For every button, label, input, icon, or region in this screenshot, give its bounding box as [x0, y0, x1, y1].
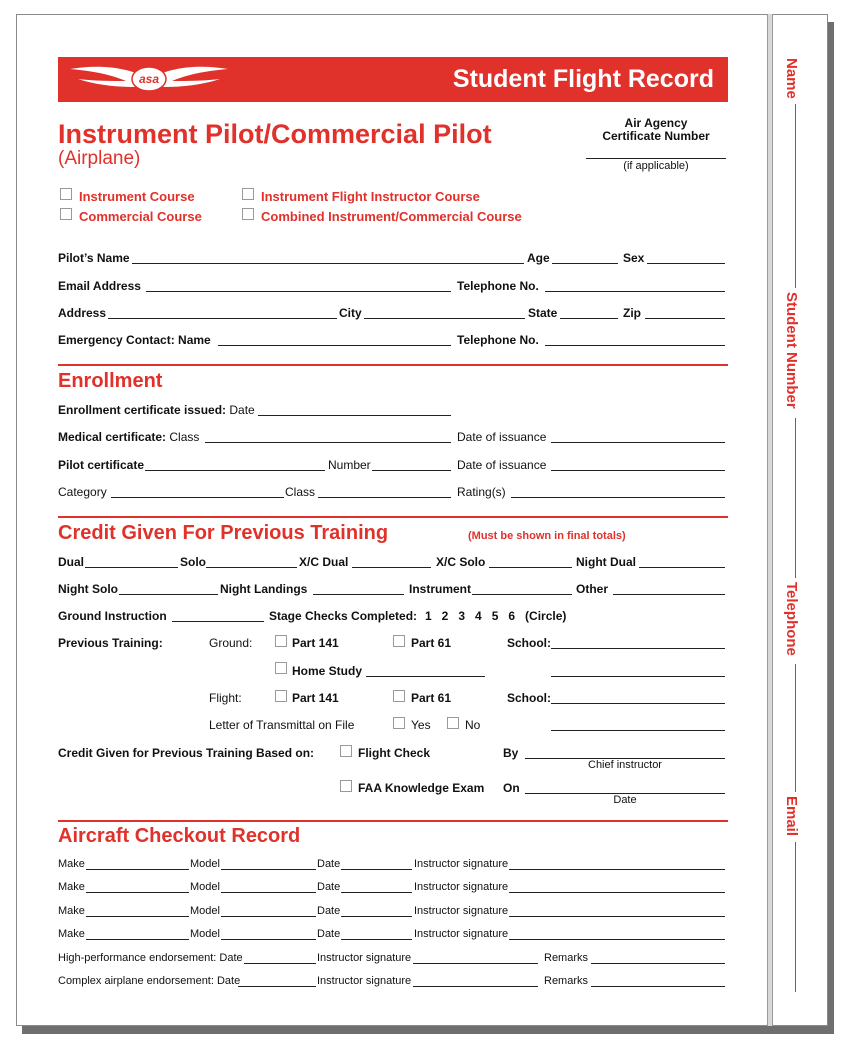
xc-solo-label: X/C Solo — [436, 555, 486, 569]
make-field[interactable] — [86, 869, 189, 870]
pilot-cert-label: Pilot certificate — [58, 458, 145, 472]
enrollment-date-field[interactable] — [258, 415, 451, 416]
flight-school-field[interactable] — [551, 703, 725, 704]
ground-school-label: School: — [507, 636, 551, 650]
medical-cert-label: Medical certificate: — [58, 430, 167, 444]
make-label: Make — [58, 881, 85, 893]
model-field[interactable] — [221, 916, 316, 917]
ground-school-field-2[interactable] — [551, 676, 725, 677]
xc-dual-field[interactable] — [352, 567, 431, 568]
ground-school-field[interactable] — [551, 648, 725, 649]
make-field[interactable] — [86, 916, 189, 917]
date-field[interactable] — [341, 892, 412, 893]
telephone-field[interactable] — [545, 291, 725, 292]
combined-course-checkbox[interactable] — [242, 208, 254, 220]
night-dual-field[interactable] — [639, 567, 725, 568]
state-field[interactable] — [560, 318, 618, 319]
by-label: By — [503, 746, 519, 760]
other-field[interactable] — [613, 594, 725, 595]
exam-date-caption: Date — [613, 794, 637, 806]
ground-instruction-label: Ground Instruction — [58, 609, 167, 623]
sidebar-email-label: Email — [783, 796, 800, 837]
complex-remarks-label: Remarks — [544, 975, 589, 987]
hp-remarks-label: Remarks — [544, 952, 589, 964]
sidebar-telephone-label: Telephone — [783, 582, 800, 656]
medical-issuance-label: Date of issuance — [457, 430, 547, 444]
ground-part141-label: Part 141 — [292, 636, 339, 650]
make-field[interactable] — [86, 939, 189, 940]
solo-field[interactable] — [206, 567, 297, 568]
emergency-name-field[interactable] — [218, 345, 451, 346]
enrollment-cert-label: Enrollment certificate issued: — [58, 403, 227, 417]
city-field[interactable] — [364, 318, 525, 319]
medical-issuance-field[interactable] — [551, 442, 725, 443]
enrollment-heading: Enrollment — [58, 370, 163, 392]
ratings-field[interactable] — [511, 497, 725, 498]
pilot-name-label: Pilot’s Name — [58, 251, 130, 265]
xc-dual-label: X/C Dual — [299, 555, 349, 569]
emergency-telephone-field[interactable] — [545, 345, 725, 346]
age-label: Age — [527, 251, 550, 265]
pilot-cert-issuance-label: Date of issuance — [457, 458, 547, 472]
make-label: Make — [58, 858, 85, 870]
date-field[interactable] — [341, 916, 412, 917]
telephone-label: Telephone No. — [457, 279, 539, 293]
category-field[interactable] — [111, 497, 284, 498]
combined-course-label: Combined Instrument/Commercial Course — [261, 209, 522, 224]
date-field[interactable] — [341, 939, 412, 940]
flight-school-label: School: — [507, 691, 551, 705]
tab-divider — [767, 14, 773, 1026]
model-field[interactable] — [221, 892, 316, 893]
agency-label-1: Air Agency — [624, 116, 688, 130]
category-label: Category — [58, 485, 107, 499]
hp-instructor-signature-label: Instructor signature — [317, 952, 412, 964]
medical-cert-row — [58, 430, 199, 444]
agency-label-2: Certificate Number — [602, 129, 710, 143]
form-subtitle: (Airplane) — [58, 148, 141, 169]
credit-based-on-label: Credit Given for Previous Training Based on: — [58, 746, 315, 760]
flight-part141-label: Part 141 — [292, 691, 339, 705]
sidebar-telephone-field[interactable] — [795, 664, 796, 792]
sidebar-email-field[interactable] — [795, 842, 796, 992]
instructor-signature-field[interactable] — [509, 892, 725, 893]
class-label: Class — [285, 485, 316, 499]
model-label: Model — [190, 905, 220, 917]
banner-title: Student Flight Record — [452, 65, 714, 93]
agency-number-field[interactable] — [586, 158, 726, 159]
flight-part61-checkbox[interactable] — [393, 690, 405, 702]
pilot-cert-number-label: Number — [328, 458, 371, 472]
complex-endorsement-date-field[interactable] — [238, 986, 316, 987]
cfii-course-checkbox[interactable] — [242, 188, 254, 200]
checkout-heading: Aircraft Checkout Record — [58, 825, 301, 847]
medical-class-field[interactable] — [205, 442, 451, 443]
instructor-signature-field[interactable] — [509, 939, 725, 940]
medical-class-label: Class — [166, 430, 200, 444]
date-label: Date — [317, 858, 341, 870]
flight-check-checkbox[interactable] — [340, 745, 352, 757]
emergency-contact-label: Emergency Contact: Name — [58, 333, 211, 347]
city-label: City — [339, 306, 362, 320]
letter-yes-label: Yes — [411, 718, 431, 732]
home-study-field[interactable] — [366, 676, 485, 677]
instructor-signature-label: Instructor signature — [414, 858, 509, 870]
state-label: State — [528, 306, 558, 320]
make-label: Make — [58, 905, 85, 917]
ground-part141-checkbox[interactable] — [275, 635, 287, 647]
hp-instructor-signature-field[interactable] — [413, 963, 538, 964]
night-landings-field[interactable] — [313, 594, 404, 595]
pilot-cert-number-field[interactable] — [372, 470, 451, 471]
flight-label: Flight: — [209, 691, 242, 705]
ground-part61-label: Part 61 — [411, 636, 452, 650]
model-field[interactable] — [221, 869, 316, 870]
complex-remarks-field[interactable] — [591, 986, 725, 987]
instructor-signature-label: Instructor signature — [414, 928, 509, 940]
sidebar-student-number-label: Student Number — [783, 292, 800, 409]
xc-solo-field[interactable] — [489, 567, 572, 568]
title-banner — [58, 57, 728, 102]
credit-heading: Credit Given For Previous Training — [58, 522, 389, 544]
flight-part61-label: Part 61 — [411, 691, 452, 705]
flight-part141-checkbox[interactable] — [275, 690, 287, 702]
previous-training-label: Previous Training: — [58, 636, 163, 650]
hp-remarks-field[interactable] — [591, 963, 725, 964]
instrument-course-checkbox[interactable] — [60, 188, 72, 200]
section-rule — [58, 364, 728, 366]
agency-note: (if applicable) — [623, 160, 689, 172]
night-solo-label: Night Solo — [58, 582, 118, 596]
date-label: Date — [317, 881, 341, 893]
faa-exam-checkbox[interactable] — [340, 780, 352, 792]
make-label: Make — [58, 928, 85, 940]
night-landings-label: Night Landings — [220, 582, 308, 596]
dual-field[interactable] — [85, 567, 178, 568]
dual-label: Dual — [58, 555, 85, 569]
cfii-course-label: Instrument Flight Instructor Course — [261, 189, 480, 204]
commercial-course-label: Commercial Course — [79, 209, 202, 224]
address-label: Address — [58, 306, 107, 320]
other-label: Other — [576, 582, 609, 596]
pilot-name-field[interactable] — [132, 263, 524, 264]
age-field[interactable] — [552, 263, 618, 264]
night-dual-label: Night Dual — [576, 555, 636, 569]
home-study-label: Home Study — [292, 664, 363, 678]
model-field[interactable] — [221, 939, 316, 940]
enrollment-date-label: Date — [226, 403, 255, 417]
hp-endorsement-label: High-performance endorsement: Date — [58, 952, 243, 964]
instructor-signature-field[interactable] — [509, 869, 725, 870]
flight-school-field-2[interactable] — [551, 730, 725, 731]
night-solo-field[interactable] — [119, 594, 218, 595]
section-rule — [58, 820, 728, 822]
commercial-course-checkbox[interactable] — [60, 208, 72, 220]
complex-instructor-signature-label: Instructor signature — [317, 975, 412, 987]
sex-label: Sex — [623, 251, 645, 265]
model-label: Model — [190, 858, 220, 870]
on-label: On — [503, 781, 520, 795]
make-field[interactable] — [86, 892, 189, 893]
section-rule — [58, 516, 728, 518]
instructor-signature-label: Instructor signature — [414, 905, 509, 917]
class-field[interactable] — [318, 497, 451, 498]
sidebar-student-number-field[interactable] — [795, 418, 796, 578]
model-label: Model — [190, 928, 220, 940]
date-field[interactable] — [341, 869, 412, 870]
home-study-checkbox[interactable] — [275, 662, 287, 674]
ground-part61-checkbox[interactable] — [393, 635, 405, 647]
ground-instruction-field[interactable] — [172, 621, 264, 622]
flight-check-label: Flight Check — [358, 746, 431, 760]
date-label: Date — [317, 928, 341, 940]
letter-transmittal-label: Letter of Transmittal on File — [209, 718, 355, 732]
zip-label: Zip — [623, 306, 641, 320]
sidebar-name-label: Name — [783, 58, 800, 99]
sidebar-name-field[interactable] — [795, 104, 796, 288]
date-label: Date — [317, 905, 341, 917]
instructor-signature-field[interactable] — [509, 916, 725, 917]
pilot-cert-issuance-field[interactable] — [551, 470, 725, 471]
model-label: Model — [190, 881, 220, 893]
svg-text:asa: asa — [138, 72, 160, 86]
asa-wings-logo — [64, 61, 234, 97]
hp-endorsement-date-field[interactable] — [244, 963, 316, 964]
credit-heading-note: (Must be shown in final totals) — [468, 530, 626, 542]
email-field[interactable] — [146, 291, 451, 292]
complex-instructor-signature-field[interactable] — [413, 986, 538, 987]
form-title: Instrument Pilot/Commercial Pilot — [58, 119, 492, 149]
emergency-telephone-label: Telephone No. — [457, 333, 539, 347]
letter-no-checkbox[interactable] — [447, 717, 459, 729]
ratings-label: Rating(s) — [457, 485, 506, 499]
zip-field[interactable] — [645, 318, 725, 319]
instrument-course-label: Instrument Course — [79, 189, 195, 204]
enrollment-cert-row — [58, 403, 255, 417]
address-field[interactable] — [108, 318, 337, 319]
letter-yes-checkbox[interactable] — [393, 717, 405, 729]
stage-checks-label: Stage Checks Completed: — [269, 609, 418, 623]
pilot-cert-field[interactable] — [145, 470, 325, 471]
ground-label: Ground: — [209, 636, 253, 650]
email-label: Email Address — [58, 279, 141, 293]
stage-checks-numbers: 1 2 3 4 5 6 (Circle) — [425, 609, 567, 623]
instrument-label: Instrument — [409, 582, 472, 596]
chief-instructor-caption: Chief instructor — [588, 759, 662, 771]
instructor-signature-label: Instructor signature — [414, 881, 509, 893]
solo-label: Solo — [180, 555, 206, 569]
faa-exam-label: FAA Knowledge Exam — [358, 781, 485, 795]
sex-field[interactable] — [647, 263, 725, 264]
letter-no-label: No — [465, 718, 481, 732]
instrument-field[interactable] — [472, 594, 572, 595]
complex-endorsement-label: Complex airplane endorsement: Date — [58, 975, 241, 987]
